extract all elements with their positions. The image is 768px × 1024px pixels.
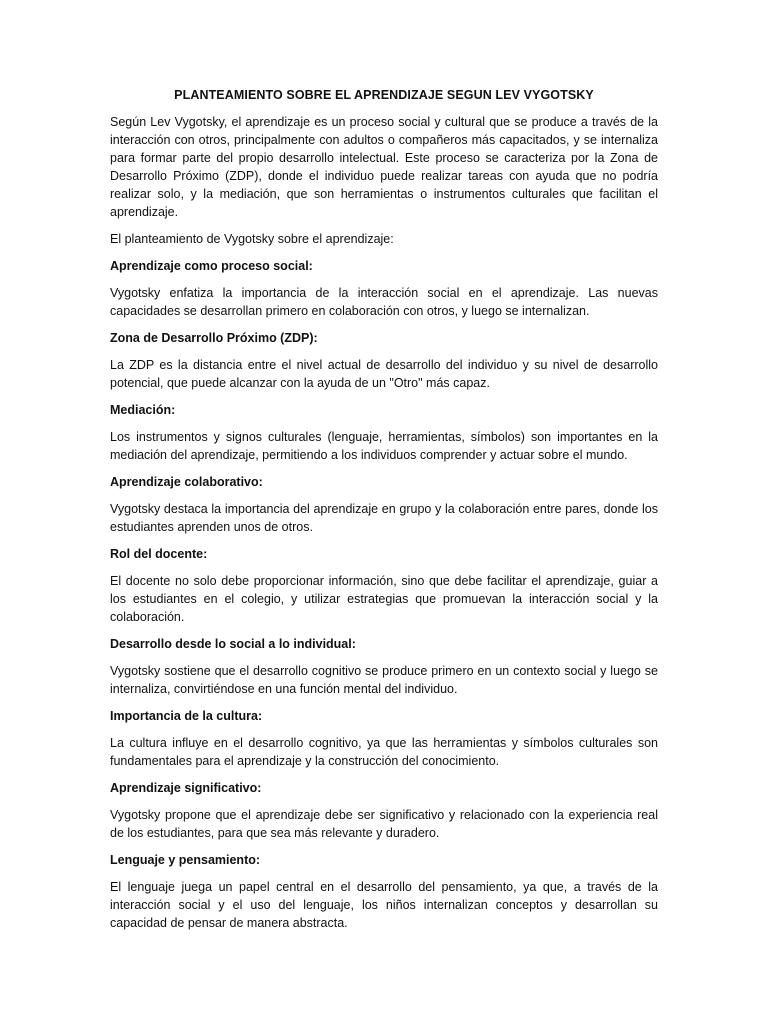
section-heading-zdp: Zona de Desarrollo Próximo (ZDP): xyxy=(110,331,318,345)
section-body-teacher-role: El docente no solo debe proporcionar información, sino que debe facilitar el aprendizaje, guiar a los estudiantes en el colegio, y utilizar estrategias que promuevan la interacción social y la colaboración. xyxy=(110,574,658,624)
section-heading-language-thought: Lenguaje y pensamiento: xyxy=(110,853,261,867)
lead-paragraph: El planteamiento de Vygotsky sobre el aprendizaje: xyxy=(110,232,394,246)
section-heading-culture: Importancia de la cultura: xyxy=(110,709,263,723)
section-body-mediation: Los instrumentos y signos culturales (lenguaje, herramientas, símbolos) son importantes en la mediación del aprendizaje, permitiendo a los individuos comprender y actuar sobre el mundo. xyxy=(110,430,658,462)
section-heading-social-process: Aprendizaje como proceso social: xyxy=(110,259,313,273)
section-body-language-thought: El lenguaje juega un papel central en el desarrollo del pensamiento, ya que, a través de la interacción social y el uso del lenguaje, los niños internalizan conceptos y desarrollan su capacidad de pensar de manera abstracta. xyxy=(110,880,658,930)
section-body-social-to-individual: Vygotsky sostiene que el desarrollo cognitivo se produce primero en un contexto social y luego se internaliza, convirtiéndose en una función mental del individuo. xyxy=(110,664,658,696)
section-body-zdp: La ZDP es la distancia entre el nivel actual de desarrollo del individuo y su nivel de desarrollo potencial, que puede alcanzar con la ayuda de un "Otro" más capaz. xyxy=(110,358,658,390)
section-body-collaborative-learning: Vygotsky destaca la importancia del aprendizaje en grupo y la colaboración entre pares, donde los estudiantes aprenden unos de otros. xyxy=(110,502,658,534)
section-body-culture: La cultura influye en el desarrollo cognitivo, ya que las herramientas y símbolos culturales son fundamentales para el aprendizaje y la construcción del conocimiento. xyxy=(110,736,658,768)
section-heading-teacher-role: Rol del docente: xyxy=(110,547,208,561)
section-heading-meaningful-learning: Aprendizaje significativo: xyxy=(110,781,262,795)
intro-paragraph: Según Lev Vygotsky, el aprendizaje es un proceso social y cultural que se produce a través de la interacción con otros, principalmente con adultos o compañeros más capacitados, y se internaliza para formar parte del propio desarrollo intelectual. Este proceso se caracteriza por la Zona de Desarrollo Próximo (ZDP), donde el individuo puede realizar tareas con ayuda que no podría realizar solo, y la mediación, que son herramientas o instrumentos culturales que facilitan el aprendizaje. xyxy=(110,115,658,219)
section-body-social-process: Vygotsky enfatiza la importancia de la interacción social en el aprendizaje. Las nuevas capacidades se desarrollan primero en colaboración con otros, y luego se internalizan. xyxy=(110,286,658,318)
document-body xyxy=(110,86,658,941)
section-heading-mediation: Mediación: xyxy=(110,403,176,417)
section-body-meaningful-learning: Vygotsky propone que el aprendizaje debe ser significativo y relacionado con la experiencia real de los estudiantes, para que sea más relevante y duradero. xyxy=(110,808,658,840)
section-heading-collaborative-learning: Aprendizaje colaborativo: xyxy=(110,475,263,489)
section-heading-social-to-individual: Desarrollo desde lo social a lo individual: xyxy=(110,637,356,651)
document-title: PLANTEAMIENTO SOBRE EL APRENDIZAJE SEGUN LEV VYGOTSKY xyxy=(174,88,594,102)
